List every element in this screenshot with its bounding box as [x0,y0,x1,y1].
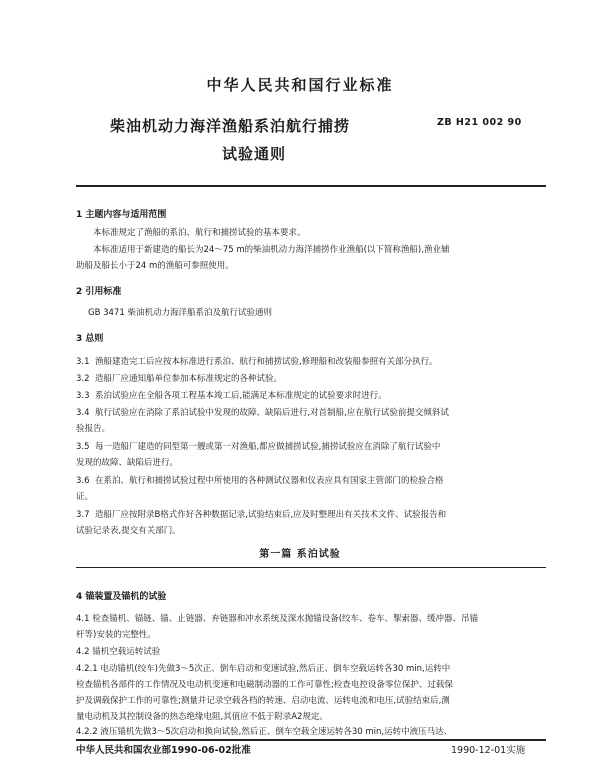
clause-4-1-line1: 4.1 检查锚机、锚链、锚、止链器、弃链器和冲水系统及深水抛锚设备(绞车、卷车、掣索器、缓冲器、吊锚 [76,614,479,624]
issuing-body-title: 中华人民共和国行业标准 [206,76,394,94]
clause-4-2: 4.2 锚机空载运转试验 [76,647,161,657]
approval-note: 中华人民共和国农业部1990-06-02批准 [76,745,251,756]
clause-3-5-line1: 3.5 每一造船厂建造的同型第一艘或第一对渔船,都应做捕捞试验,捕捞试验应在消除了航行试验中 [76,442,441,452]
document-title-line2: 试验通则 [222,145,287,163]
implementation-date: 1990-12-01实施 [451,745,526,756]
clause-4-2-1-line1: 4.2.1 电动锚机(绞车)先做3～5次正、倒车启动和变速试验,然后正、倒车空载运转各30 min,运转中 [76,664,451,674]
reference-standard: GB 3471 柴油机动力海洋船系泊及航行试验通则 [88,308,272,318]
clause-4-2-1-line4: 量电动机及其控制设备的热态绝缘电阻,其值应不低于附录A2规定。 [76,712,328,722]
footer-divider [76,739,546,741]
part-divider [76,567,546,568]
clause-4-2-1-line3: 护及调载保护工作的可靠性;测量并记录空载各档的转速、启动电流、运转电流和电压,试验结束后,测 [76,696,450,706]
clause-4-2-2-line1: 4.2.2 液压锚机先做3～5次启动和换向试验,然后正、倒车空载全速运转各30 min,运转中液压马达、 [76,727,453,737]
section-1-para2-line2: 助船及船长小于24 m的渔船可参照使用。 [76,261,234,271]
clause-4-2-1-line2: 检查锚机各部件的工作情况及电动机变速和电磁制动器的工作可靠性;检查电控设备零位保护、过载保 [76,680,453,690]
section-1-para1: 本标准规定了渔船的系泊、航行和捕捞试验的基本要求。 [93,228,306,238]
clause-3-4-line2: 验报告。 [76,424,111,434]
section-2-heading: 2 引用标准 [76,287,122,297]
standard-code: ZB H21 002 90 [437,117,522,128]
document-title-line1: 柴油机动力海洋渔船系泊航行捕捞 [110,117,351,135]
section-4-heading: 4 锚装置及锚机的试验 [76,592,167,602]
section-1-para2-line1: 本标准适用于新建造的船长为24～75 m的柴油机动力海洋捕捞作业渔船(以下简称渔船),渔业辅 [93,245,450,255]
clause-3-2: 3.2 造船厂应通知船单位参加本标准规定的各种试验。 [76,374,282,384]
part-1-title: 第一篇 系泊试验 [259,549,341,560]
clause-3-4-line1: 3.4 航行试验应在消除了系泊试验中发现的故障、缺陷后进行,对首制船,应在航行试验前提交倾斜试 [76,408,449,418]
clause-3-7-line1: 3.7 造船厂应按附录B格式作好各种数据记录,试验结束后,应及时整理出有关技术文件、试验报告和 [76,510,447,520]
section-1-heading: 1 主题内容与适用范围 [76,210,167,220]
clause-3-3: 3.3 系泊试验应在全船各项工程基本竣工后,能满足本标准规定的试验要求时进行。 [76,391,387,401]
clause-3-7-line2: 试验记录表,提交有关部门。 [76,526,181,536]
clause-4-1-line2: 杆等)安装的完整性。 [76,630,156,640]
clause-3-5-line2: 发现的故障、缺陷后进行。 [76,458,179,468]
section-3-heading: 3 总则 [76,334,104,344]
clause-3-6-line2: 证。 [76,492,94,502]
clause-3-6-line1: 3.6 在系泊、航行和捕捞试验过程中所使用的各种测试仪器和仪表应具有国家主管部门的检验合格 [76,476,444,486]
clause-3-1: 3.1 渔船建造完工后应按本标准进行系泊、航行和捕捞试验,修理船和改装船参照有关部分执行。 [76,357,438,367]
header-divider [76,185,546,187]
